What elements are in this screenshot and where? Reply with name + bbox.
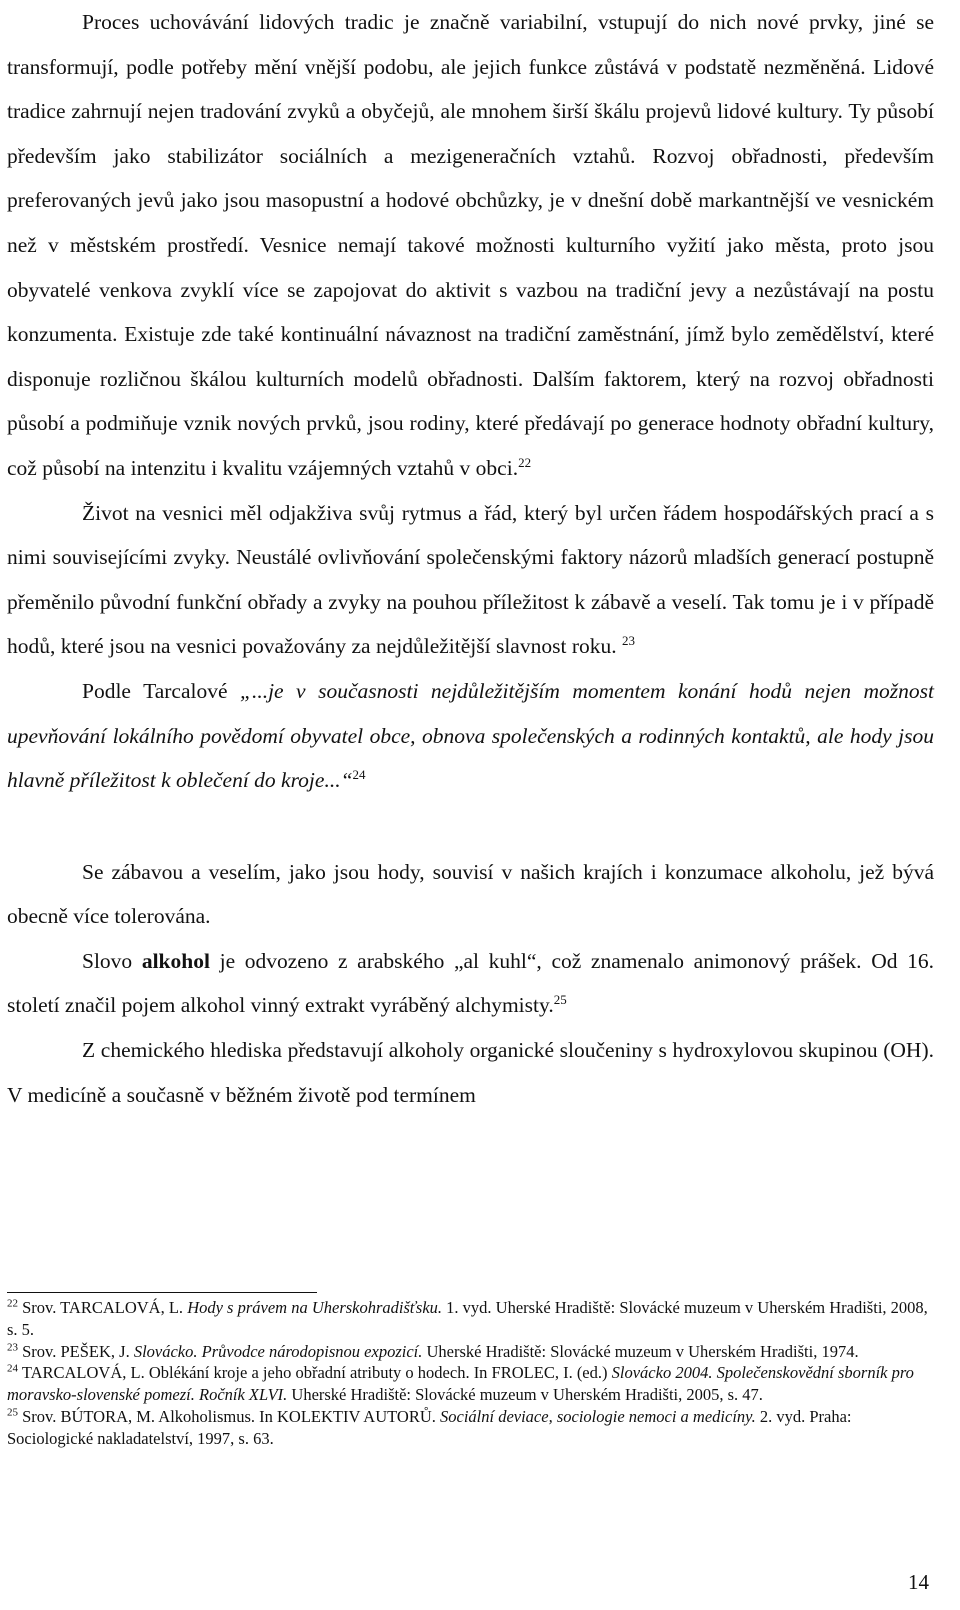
footnote-reference[interactable]: 24 xyxy=(352,766,366,782)
footnote-title: Hody s právem na Uherskohradišťsku. xyxy=(187,1298,443,1317)
footnote-text: 2. vyd. Praha: Sociologické nakladatelství, 1997, s. 63. xyxy=(7,1406,852,1448)
footnote-24 xyxy=(7,1362,934,1406)
footnote-separator xyxy=(7,1292,317,1293)
footnote-reference[interactable]: 25 xyxy=(553,992,567,1008)
paragraph-tarcalova-quote xyxy=(7,669,934,803)
footnote-text: Srov. BÚTORA, M. Alkoholismus. In KOLEKTIV AUTORŮ. xyxy=(18,1406,440,1426)
footnote-number: 24 xyxy=(7,1362,18,1375)
paragraph-text: je odvozeno z arabského „al kuhl“, což znamenalo animonový prášek. Od 16. století značil pojem alkohol vinný extrakt vyráběný alchymisty. xyxy=(7,948,934,1018)
footnote-25 xyxy=(7,1406,934,1450)
paragraph-village-life xyxy=(7,491,934,669)
body-text xyxy=(7,0,934,1117)
page-number: 14 xyxy=(908,1570,929,1594)
paragraph-spacer xyxy=(7,803,934,850)
paragraph-alcohol-consumption xyxy=(7,850,934,939)
footnote-22 xyxy=(7,1297,934,1341)
footnote-title: Slovácko. Průvodce národopisnou expozicí. xyxy=(133,1341,423,1361)
footnote-reference[interactable]: 23 xyxy=(621,633,635,649)
paragraph-text: Podle Tarcalové xyxy=(82,678,240,703)
footnote-number: 23 xyxy=(7,1341,18,1354)
paragraph-text: Život na vesnici měl odjakživa svůj rytmus a řád, který byl určen řádem hospodářských prací a s nimi souvisejícími zvyky. Neustálé ovlivňování společenskými faktory názorů mladších generací postupně přeměnilo původní funkční obřady a zvyky na pouhou příležitost k zábavě a veselí. Tak tomu je i v případě hodů, které jsou na vesnici považovány za nejdůležitější slavnost roku. xyxy=(7,500,934,659)
footnote-text: 1. vyd. Uherské Hradiště: Slovácké muzeum v Uherském Hradišti, 2008, s. 5. xyxy=(7,1298,928,1339)
paragraph-folk-traditions xyxy=(7,0,934,491)
footnotes xyxy=(7,1297,934,1450)
paragraph-text: Se zábavou a veselím, jako jsou hody, souvisí v našich krajích i konzumace alkoholu, jež bývá obecně více tolerována. xyxy=(7,859,934,929)
paragraph-text: Z chemického hlediska představují alkoholy organické sloučeniny s hydroxylovou skupinou (OH). V medicíně a současně v běžném životě pod termínem xyxy=(7,1038,934,1107)
footnote-text: Uherské Hradiště: Slovácké muzeum v Uherském Hradišti, 2005, s. 47. xyxy=(287,1385,763,1405)
quotation: „...je v současnosti nejdůležitějším momentem konání hodů nejen možnost upevňování lokálního povědomí obyvatel obce, obnova společenských a rodinných kontaktů, ale hody jsou hlavně příležitost k oblečení do kroje...“ xyxy=(7,678,934,793)
footnote-text: Srov. PEŠEK, J. xyxy=(18,1341,134,1361)
footnote-text: TARCALOVÁ, L. Oblékání kroje a jeho obřadní atributy o hodech. In FROLEC, I. (ed.) xyxy=(18,1363,612,1383)
paragraph-text: Proces uchovávání lidových tradic je značně variabilní, vstupují do nich nové prvky, jiné se transformují, podle potřeby mění vnější podobu, ale jejich funkce zůstává v podstatě nezměněná. Lidové tradice zahrnují nejen tradování zvyků a obyčejů, ale mnohem širší škálu projevů lidové kultury. Ty působí především jako stabilizátor sociálních a mezigeneračních vztahů. Rozvoj obřadnosti, především preferovaných jevů jako jsou masopustní a hodové obchůzky, je v dnešní době markantnější ve vesnickém než v městském prostředí. Vesnice nemají takové možnosti kulturního vyžití jako města, proto jsou obyvatelé venkova zvyklí více se zapojovat do aktivit s vazbou na tradiční jevy a nezůstávají na postu konzumenta. Existuje zde také kontinuální návaznost na tradiční zaměstnání, jímž bylo zemědělství, které disponuje rozličnou škálou kulturních modelů obřadnosti. Dalším faktorem, který na rozvoj obřadnosti působí a podmiňuje vznik nových prvků, jsou rodiny, které předávají po generace hodnoty obřadní kultury, což působí na intenzitu i kvalitu vzájemných vztahů v obci. xyxy=(7,10,934,480)
paragraph-text: Slovo xyxy=(82,948,142,973)
footnote-title: Sociální deviace, sociologie nemoci a medicíny. xyxy=(440,1406,756,1426)
footnote-number: 22 xyxy=(7,1297,18,1310)
paragraph-alcohol-etymology xyxy=(7,939,934,1028)
footnote-number: 25 xyxy=(7,1406,18,1419)
paragraph-chemistry xyxy=(7,1028,934,1117)
footnote-title: Slovácko 2004. Společenskovědní sborník pro moravsko-slovenské pomezí. Ročník XLVI. xyxy=(7,1363,914,1405)
footnote-reference[interactable]: 22 xyxy=(518,454,532,470)
footnote-text: Uherské Hradiště: Slovácké muzeum v Uherském Hradišti, 1974. xyxy=(422,1341,859,1361)
footnote-23 xyxy=(7,1341,934,1363)
footnote-text: Srov. TARCALOVÁ, L. xyxy=(18,1298,188,1317)
bold-term: alkohol xyxy=(141,948,210,973)
